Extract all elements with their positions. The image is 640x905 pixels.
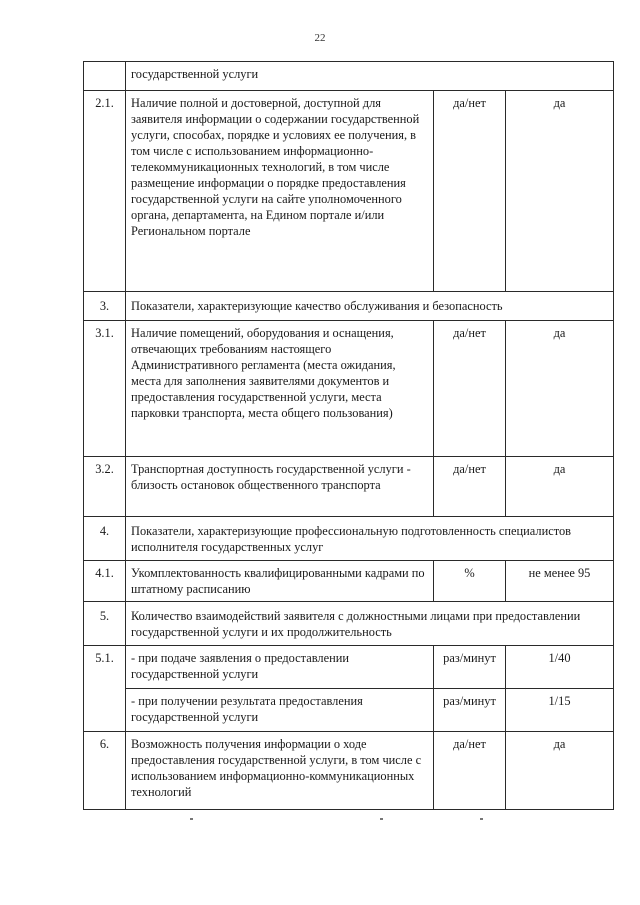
section-row bbox=[84, 602, 614, 646]
page-number: 22 bbox=[314, 32, 326, 44]
row-number: 6. bbox=[84, 732, 126, 810]
row-text: Укомплектованность квалифицированными кадрами по штатному расписанию bbox=[126, 561, 434, 602]
row-unit: раз/минут bbox=[434, 689, 506, 732]
row-text: государственной услуги bbox=[126, 62, 614, 91]
section-number: 5. bbox=[84, 602, 126, 646]
section-row bbox=[84, 292, 614, 321]
section-title: Количество взаимодействий заявителя с должностными лицами при предоставлении государственной услуги и их продолжительность bbox=[126, 602, 614, 646]
row-value: да bbox=[506, 91, 614, 292]
row-unit: да/нет bbox=[434, 91, 506, 292]
row-value: да bbox=[506, 321, 614, 457]
row-number: 4.1. bbox=[84, 561, 126, 602]
table-row bbox=[84, 561, 614, 602]
table-row bbox=[84, 457, 614, 517]
table-row bbox=[84, 91, 614, 292]
table-row bbox=[84, 321, 614, 457]
row-text: Наличие помещений, оборудования и оснащения, отвечающих требованиям настоящего Административного регламента (места ожидания, места для заполнения заявителями документов и предоставления государственной услуги, места парковки транспорта, места общего пользования) bbox=[126, 321, 434, 457]
table-row bbox=[84, 62, 614, 91]
row-text: Транспортная доступность государственной услуги - близость остановок общественного транспорта bbox=[126, 457, 434, 517]
row-value: да bbox=[506, 457, 614, 517]
row-number: 5.1. bbox=[84, 646, 126, 732]
table-row bbox=[84, 732, 614, 810]
section-number: 4. bbox=[84, 517, 126, 561]
row-text: Возможность получения информации о ходе предоставления государственной услуги, в том числе с использованием информационно-коммуникационных технологий bbox=[126, 732, 434, 810]
row-text: - при подаче заявления о предоставлении государственной услуги bbox=[126, 646, 434, 689]
section-title: Показатели, характеризующие качество обслуживания и безопасность bbox=[126, 292, 614, 321]
section-row bbox=[84, 517, 614, 561]
row-value: не менее 95 bbox=[506, 561, 614, 602]
row-unit: да/нет bbox=[434, 321, 506, 457]
row-number: 2.1. bbox=[84, 91, 126, 292]
section-number: 3. bbox=[84, 292, 126, 321]
row-unit: % bbox=[434, 561, 506, 602]
scan-artifact-marks bbox=[180, 818, 520, 822]
row-number: 3.1. bbox=[84, 321, 126, 457]
section-title: Показатели, характеризующие профессиональную подготовленность специалистов исполнителя государственных услуг bbox=[126, 517, 614, 561]
row-unit: да/нет bbox=[434, 457, 506, 517]
row-value: 1/40 bbox=[506, 646, 614, 689]
row-value: 1/15 bbox=[506, 689, 614, 732]
row-number: 3.2. bbox=[84, 457, 126, 517]
row-text: Наличие полной и достоверной, доступной для заявителя информации о содержании государственной услуги, способах, порядке и условиях ее получения, в том числе с использованием информационно-телекоммуникационных технологий, в том числе размещение информации о порядке предоставления государственной услуги на сайте уполномоченного органа, департамента, на Едином портале и/или Региональном портале bbox=[126, 91, 434, 292]
table-row bbox=[84, 689, 614, 732]
indicators-table bbox=[83, 61, 614, 810]
row-text: - при получении результата предоставления государственной услуги bbox=[126, 689, 434, 732]
row-unit: раз/минут bbox=[434, 646, 506, 689]
row-unit: да/нет bbox=[434, 732, 506, 810]
row-value: да bbox=[506, 732, 614, 810]
table-row bbox=[84, 646, 614, 689]
row-number bbox=[84, 62, 126, 91]
